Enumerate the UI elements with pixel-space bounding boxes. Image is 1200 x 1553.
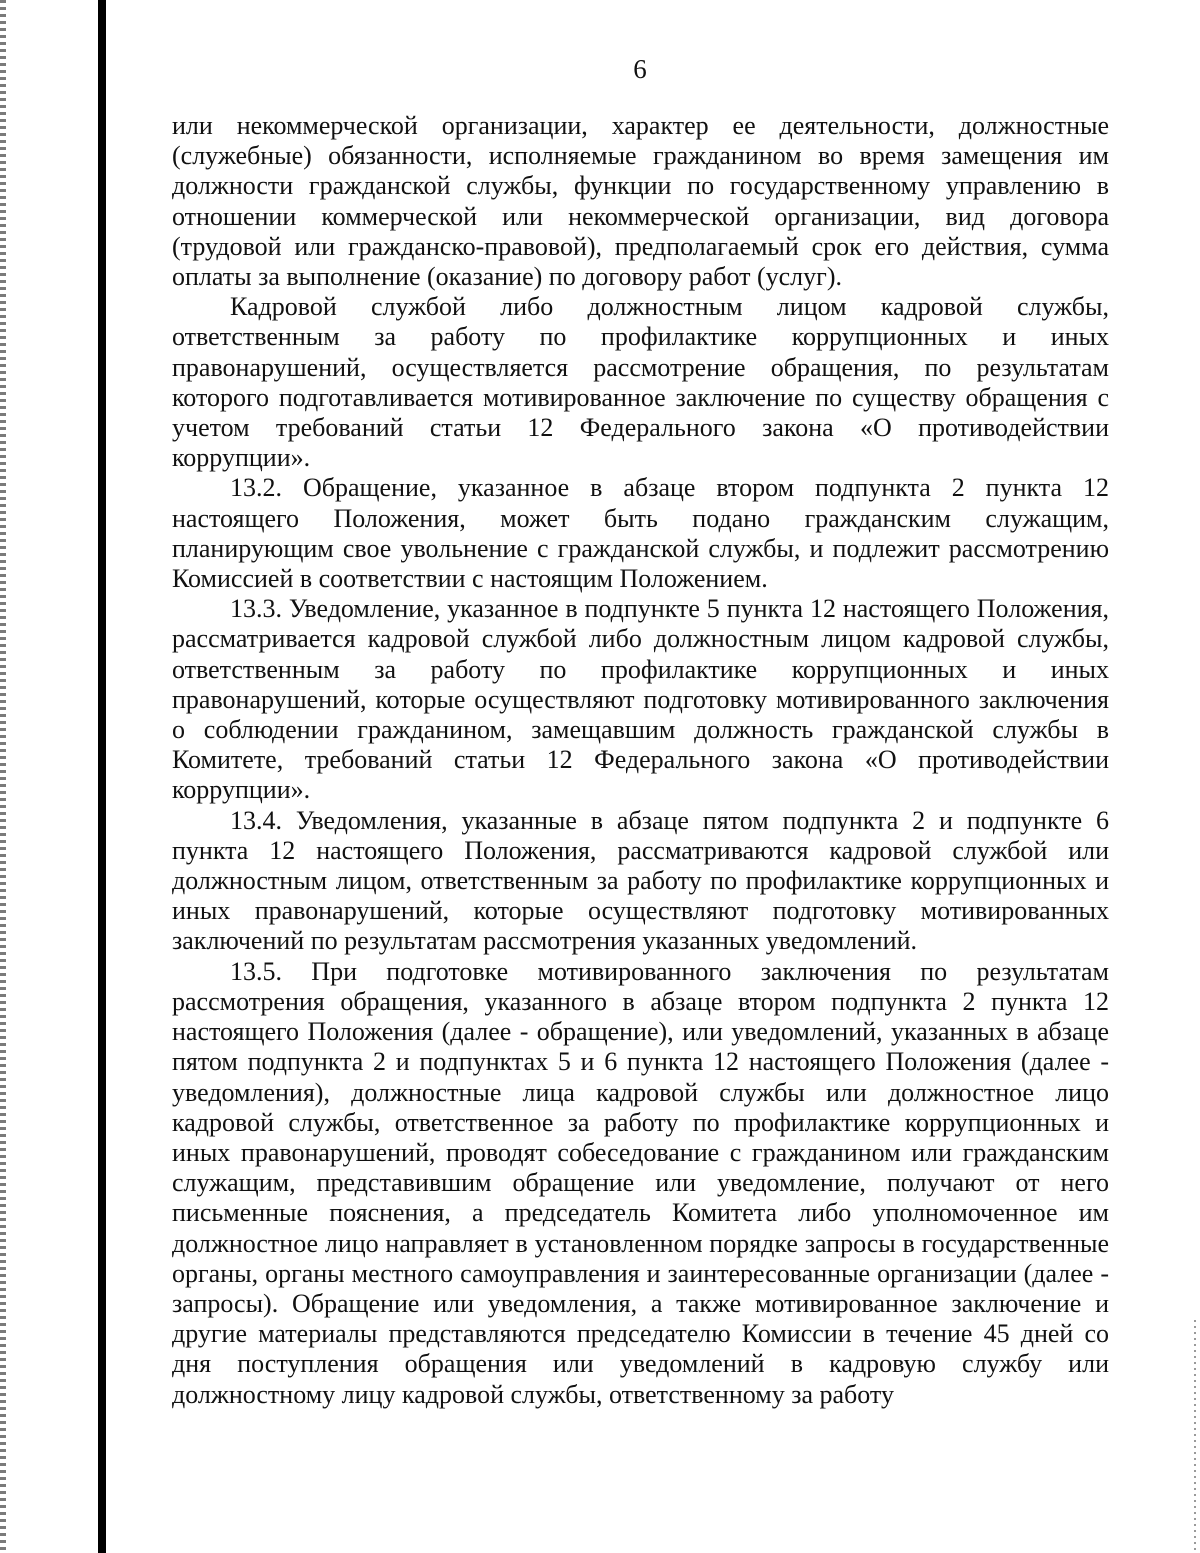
paragraph-13-5: 13.5. При подготовке мотивированного заключения по результатам рассмотрения обращения, указанного в абзаце втором подпункта 2 пункта 12 настоящего Положения (далее - обращение), или уведомлений, указанных в абзаце пятом подпункта 2 и подпунктах 5 и 6 пункта 12 настоящего Положения (далее - уведомления), должностные лица кадровой службы или должностное лицо кадровой службы, ответственное за работу по профилактике коррупционных и иных правонарушений, проводят собеседование с гражданином или гражданским служащим, представившим обращение или уведомление, получают от него письменные пояснения, а председатель Комитета либо уполномоченное им должностное лицо направляет в установленном порядке запросы в государственные органы, органы местного самоуправления и заинтересованные организации (далее - запросы). Обращение или уведомления, а также мотивированное заключение и другие материалы представляются председателю Комиссии в течение 45 дней со дня поступления обращения или уведомлений в кадровую службу или должностному лицу кадровой службы, ответственному за работу — [172, 956, 1109, 1409]
paragraph-13-4: 13.4. Уведомления, указанные в абзаце пятом подпункта 2 и подпункте 6 пункта 12 настоящего Положения, рассматриваются кадровой службой или должностным лицом, ответственным за работу по профилактике коррупционных и иных правонарушений, которые осуществляют подготовку мотивированных заключений по результатам рассмотрения указанных уведомлений. — [172, 805, 1109, 956]
scan-edge-left — [0, 0, 6, 1553]
paragraph-continuation: или некоммерческой организации, характер ее деятельности, должностные (служебные) обязанности, исполняемые гражданином во время замещения им должности гражданской службы, функции по государственному управлению в отношении коммерческой или некоммерческой организации, вид договора (трудовой или гражданско-правовой), предполагаемый срок его действия, сумма оплаты за выполнение (оказание) по договору работ (услуг). — [172, 111, 1109, 292]
binding-bar — [98, 0, 106, 1553]
document-body — [172, 111, 1109, 1410]
paragraph-review: Кадровой службой либо должностным лицом кадровой службы, ответственным за работу по профилактике коррупционных и иных правонарушений, осуществляется рассмотрение обращения, по результатам которого подготавливается мотивированное заключение по существу обращения с учетом требований статьи 12 Федерального закона «О противодействии коррупции». — [172, 292, 1109, 473]
paragraph-13-2: 13.2. Обращение, указанное в абзаце втором подпункта 2 пункта 12 настоящего Положения, может быть подано гражданским служащим, планирующим свое увольнение с гражданской службы, и подлежит рассмотрению Комиссией в соответствии с настоящим Положением. — [172, 473, 1109, 594]
scan-edge-right — [1194, 1320, 1196, 1553]
paragraph-13-3: 13.3. Уведомление, указанное в подпункте 5 пункта 12 настоящего Положения, рассматривается кадровой службой либо должностным лицом кадровой службы, ответственным за работу по профилактике коррупционных и иных правонарушений, которые осуществляют подготовку мотивированного заключения о соблюдении гражданином, замещавшим должность гражданской службы в Комитете, требований статьи 12 Федерального закона «О противодействии коррупции». — [172, 594, 1109, 805]
page-number: 6 — [633, 54, 647, 84]
